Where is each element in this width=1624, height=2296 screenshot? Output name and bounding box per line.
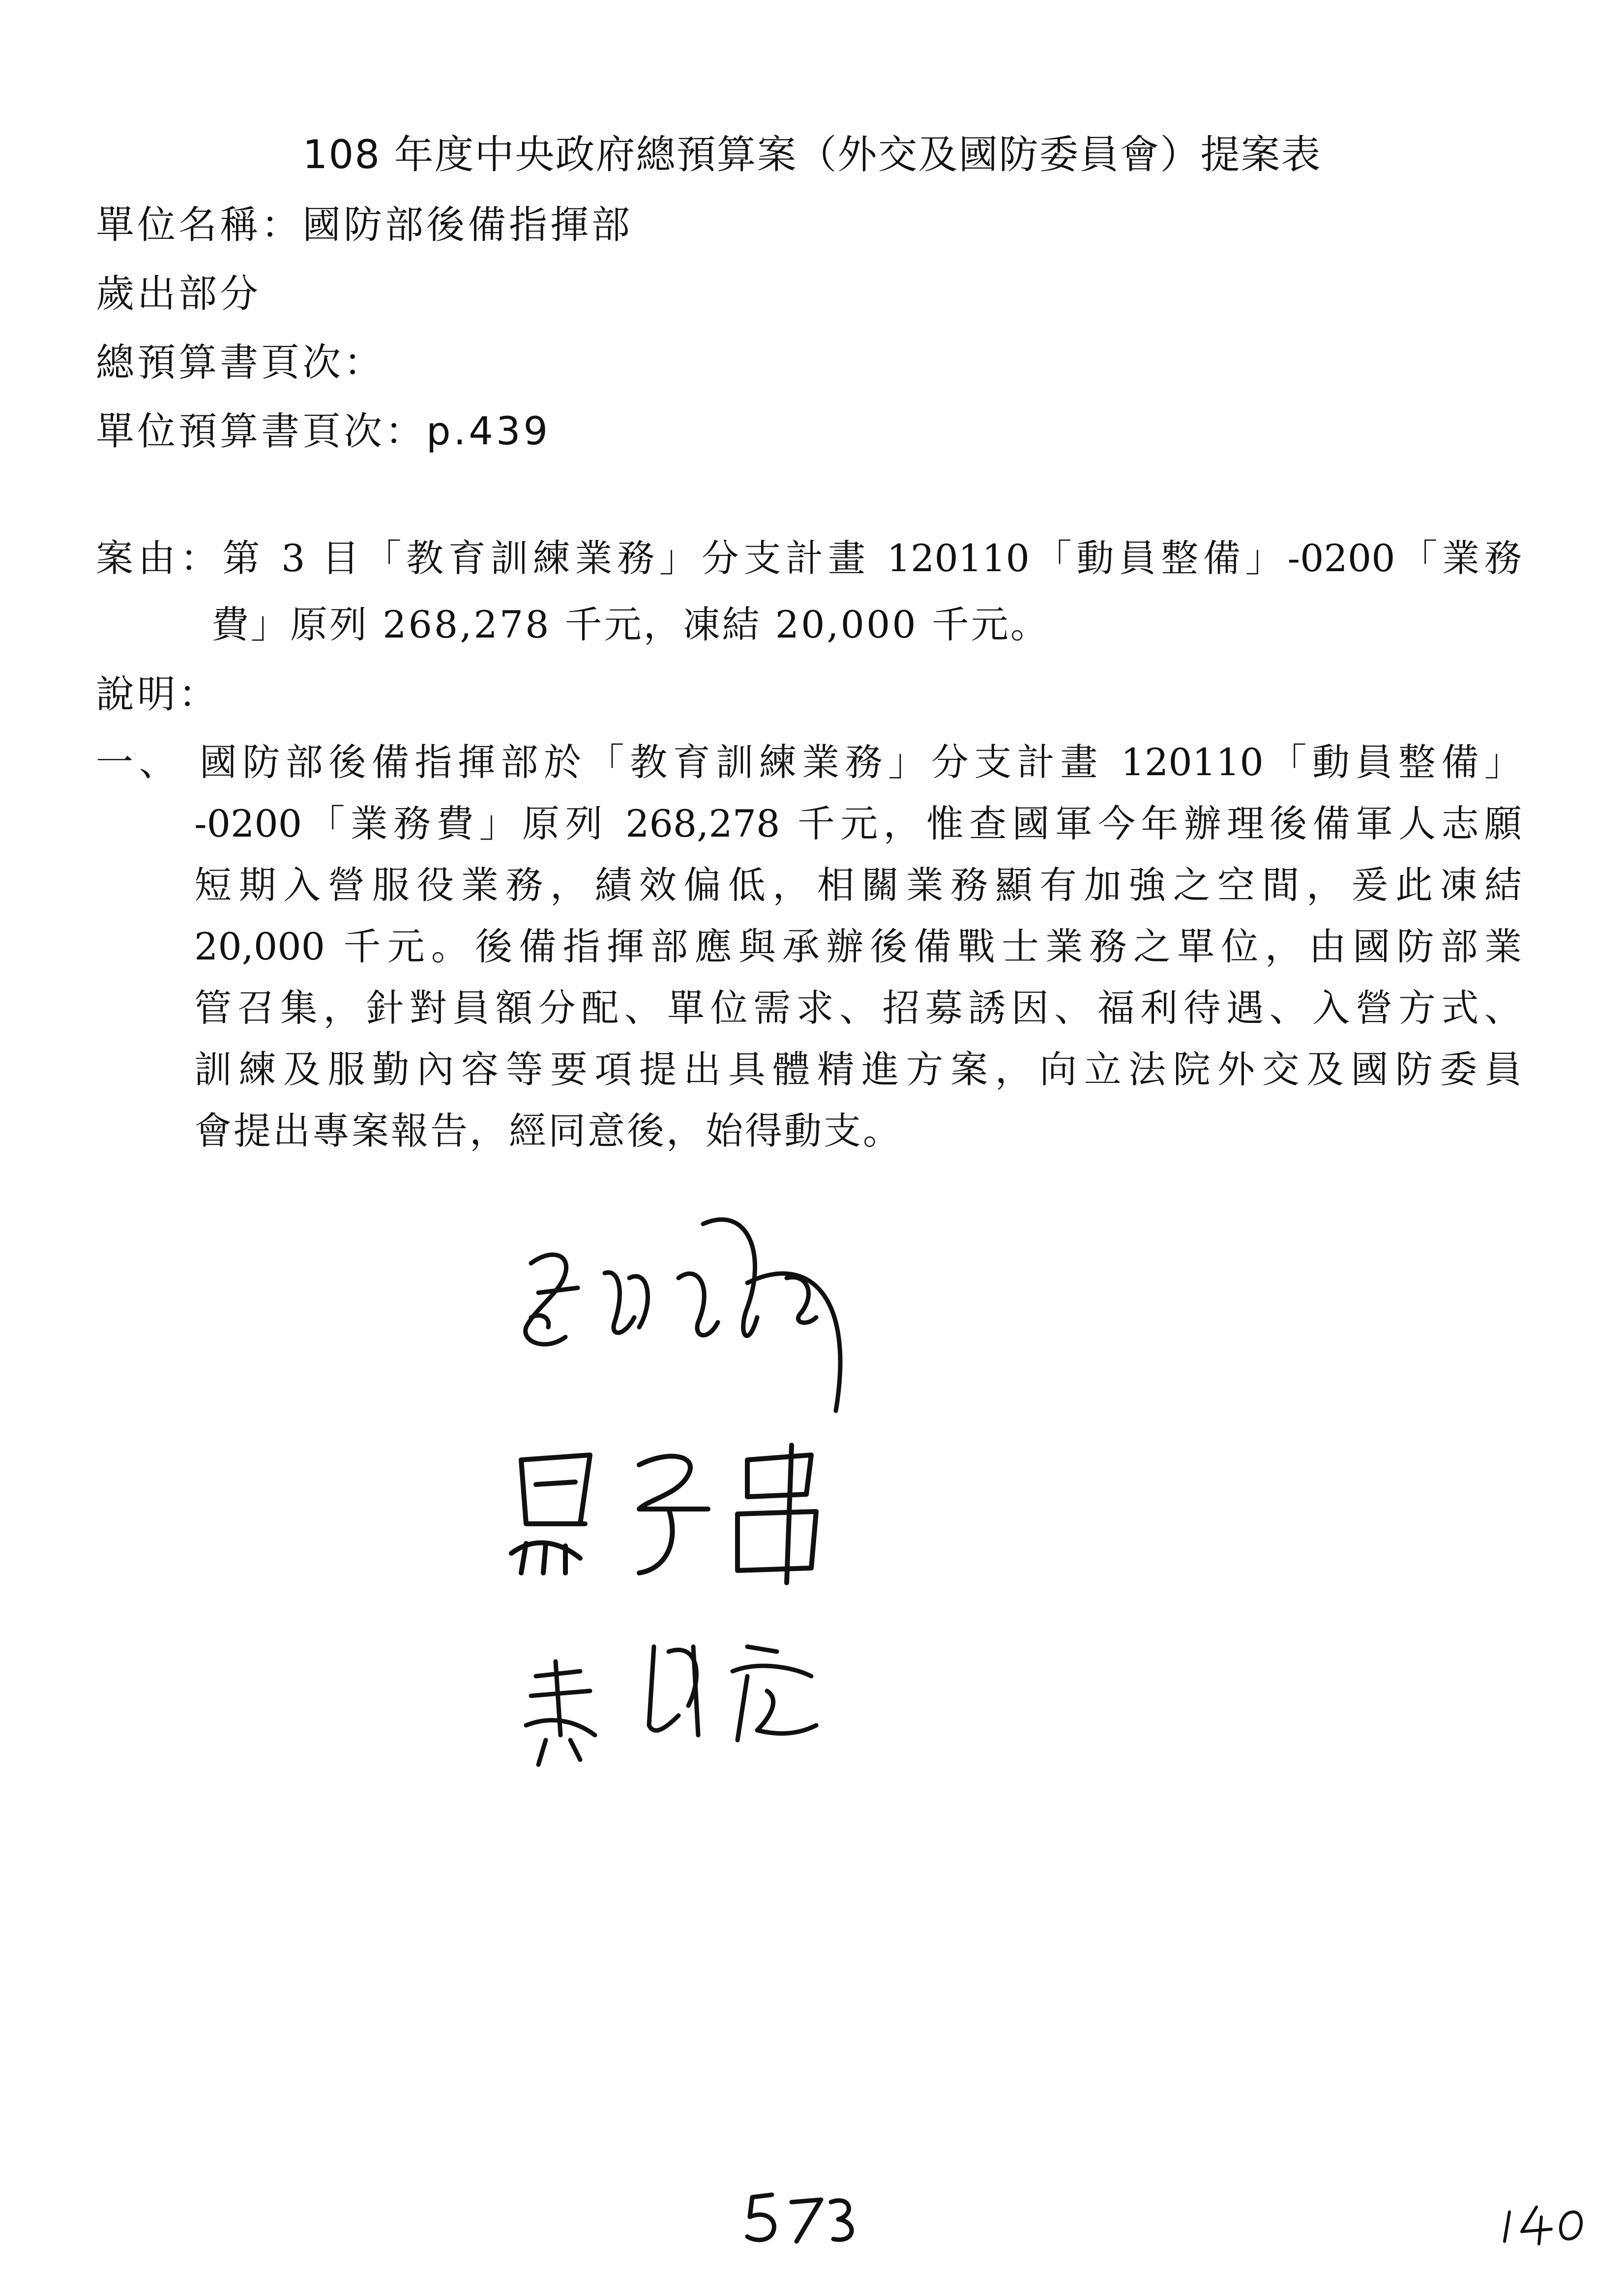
handwritten-page-number [738,2182,865,2251]
explanation-line-4: 20,000 千元。後備指揮部應與承辦後備戰士業務之單位，由國防部業 [194,925,1522,968]
explanation-line-1: 一、 國防部後備指揮部於「教育訓練業務」分支計畫 120110「動員整備」 [96,740,1522,784]
explanation-line-5: 管召集，針對員額分配、單位需求、招募誘因、福利待遇、入營方式、 [194,986,1522,1030]
unit-budget-page: 單位預算書頁次：p.439 [96,409,551,454]
budget-section: 歲出部分 [96,272,262,316]
unit-name: 單位名稱：國防部後備指揮部 [96,203,633,247]
explanation-label: 說明： [96,672,220,717]
signature-3 [492,1617,934,1779]
document-title: 108 年度中央政府總預算案（外交及國防委員會）提案表 [302,132,1322,177]
handwritten-corner-number [1495,2192,1593,2251]
signature-2 [492,1425,934,1602]
signature-1 [492,1194,934,1440]
general-budget-page: 總預算書頁次： [96,341,385,385]
explanation-line-3: 短期入營服役業務，績效偏低，相關業務顯有加強之空間，爰此凍結 [194,863,1522,907]
explanation-line-2: -0200「業務費」原列 268,278 千元，惟查國軍今年辦理後備軍人志願 [194,802,1522,845]
explanation-line-6: 訓練及服勤內容等要項提出具體精進方案，向立法院外交及國防委員 [194,1047,1522,1091]
case-reason-line-1: 案由：第 3 目「教育訓練業務」分支計畫 120110「動員整備」-0200「業務 [96,536,1522,580]
case-reason-line-2: 費」原列 268,278 千元，凍結 20,000 千元。 [211,603,1050,646]
explanation-line-7: 會提出專案報告，經同意後，始得動支。 [194,1109,902,1153]
